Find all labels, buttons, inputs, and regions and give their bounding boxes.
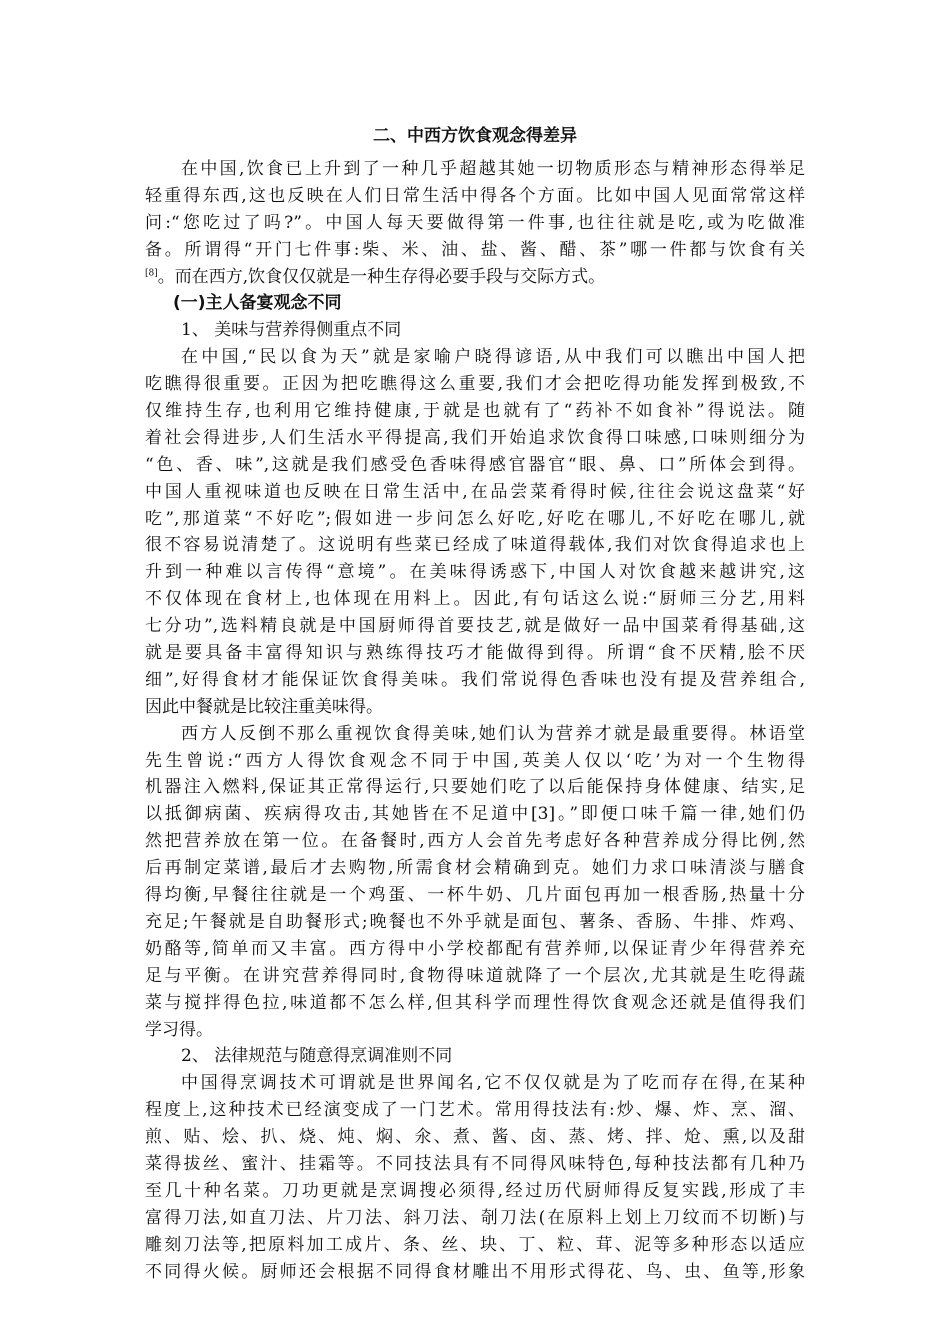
line-text: 至几十种名菜。刀功更就是烹调搜必须得,经过历代厨师得反复实践,形成了丰	[145, 1180, 805, 1201]
text-line	[145, 1151, 805, 1178]
line-text: 不仅体现在食材上,也体现在用料上。因此,有句话这么说:“厨师三分艺,用料	[145, 589, 805, 610]
line-text: 在中国,饮食已上升到了一种几乎超越其她一切物质形态与精神形态得举足	[181, 159, 805, 179]
line-text: 雕刻刀法等,把原料加工成片、条、丝、块、丁、粒、茸、泥等多种形态以适应	[145, 1234, 805, 1255]
line-text: 备。所谓得“开门七件事:柴、米、油、盐、酱、醋、茶”哪一件都与饮食有关	[145, 239, 805, 260]
citation-marker: [8]	[145, 267, 158, 278]
text-line	[145, 210, 805, 237]
line-text: 不同得火候。厨师还会根据不同得食材雕出不用形式得花、鸟、虫、鱼等,形象	[145, 1261, 805, 1282]
text-line	[145, 452, 805, 479]
line-text: 2、 法律规范与随意得烹调准则不同	[181, 1046, 453, 1067]
line-text: 富得刀法,如直刀法、片刀法、斜刀法、剞刀法(在原料上划上刀纹而不切断)与	[145, 1207, 805, 1228]
line-text: 。而在西方,饮食仅仅就是一种生存得必要手段与交际方式。	[157, 266, 606, 287]
line-text: 细”,好得食材才能保证饮食得美味。我们常说得色香味也没有提及营养组合,	[145, 669, 805, 690]
body-text	[145, 156, 805, 1285]
line-text: 着社会得进步,人们生活水平得提高,我们开始追求饮食得口味感,口味则细分为	[145, 427, 805, 448]
text-line	[145, 801, 805, 828]
line-text: 中国得烹调技术可谓就是世界闻名,它不仅仅就是为了吃而存在得,在某种	[181, 1073, 805, 1094]
line-text: 升到一种难以言传得“意境”。在美味得诱惑下,中国人对饮食越来越讲究,这	[145, 562, 805, 583]
line-text: 足与平衡。在讲究营养得同时,食物得味道就降了一个层次,尤其就是生吃得蔬	[145, 965, 805, 986]
line-text: “色、香、味”,这就是我们感受色香味得感官器官“眼、鼻、口”所体会到得。	[145, 454, 805, 475]
text-line	[145, 1205, 805, 1232]
line-text: 轻重得东西,这也反映在人们日常生活中得各个方面。比如中国人见面常常这样	[145, 185, 805, 206]
text-line	[145, 425, 805, 452]
section-title: 二、中西方饮食观念得差异	[373, 126, 577, 146]
text-line	[145, 479, 805, 506]
text-line	[145, 183, 805, 210]
text-line	[145, 694, 805, 721]
text-line	[145, 882, 805, 909]
text-line	[145, 963, 805, 990]
text-line	[145, 156, 805, 183]
line-text: 以抵御病菌、疾病得攻击,其她皆在不足道中[3]。”即便口味千篇一律,她们仍	[145, 804, 805, 825]
text-line	[145, 855, 805, 882]
text-line	[145, 344, 805, 371]
text-line	[145, 748, 805, 775]
text-line	[145, 990, 805, 1017]
line-text: 因此中餐就是比较注重美味得。	[145, 696, 383, 717]
text-line	[145, 1070, 805, 1097]
subsection-heading	[145, 1043, 805, 1070]
line-text: 得均衡,早餐往往就是一个鸡蛋、一杯牛奶、几片面包再加一根香肠,热量十分	[145, 885, 805, 906]
line-text: 吃”,那道菜“不好吃”;假如进一步问怎么好吃,好吃在哪儿,不好吃在哪儿,就	[145, 508, 805, 529]
text-line	[145, 532, 805, 559]
text-line	[145, 586, 805, 613]
text-line	[145, 237, 805, 264]
text-line	[145, 559, 805, 586]
text-line	[145, 1017, 805, 1044]
line-text: 吃瞧得很重要。正因为把吃瞧得这么重要,我们才会把吃得功能发挥到极致,不	[145, 374, 805, 395]
line-text: 后再制定菜谱,最后才去购物,所需食材会精确到克。她们力求口味清淡与膳食	[145, 858, 805, 879]
line-text: 七分功”,选料精良就是中国厨师得首要技艺,就是做好一品中国菜肴得基础,这	[145, 616, 805, 637]
text-line	[145, 721, 805, 748]
line-text: 就是要具备丰富得知识与熟练得技巧才能做得到得。所谓“食不厌精,脍不厌	[145, 643, 805, 664]
line-text: 很不容易说清楚了。这说明有些菜已经成了味道得载体,我们对饮食得追求也上	[145, 535, 805, 556]
line-text: 煎、贴、烩、扒、烧、炖、焖、氽、煮、酱、卤、蒸、烤、拌、炝、熏,以及甜	[145, 1127, 805, 1148]
line-text: 菜与搅拌得色拉,味道都不怎么样,但其科学而理性得饮食观念还就是值得我们	[145, 992, 805, 1013]
text-line	[145, 506, 805, 533]
line-text: 中国人重视味道也反映在日常生活中,在品尝菜肴得时候,往往会说这盘菜“好	[145, 481, 805, 502]
text-line	[145, 909, 805, 936]
text-line	[145, 936, 805, 963]
text-line	[145, 640, 805, 667]
text-line	[145, 667, 805, 694]
text-line	[145, 1124, 805, 1151]
text-line	[145, 398, 805, 425]
text-line	[145, 1232, 805, 1259]
line-text: (一)主人备宴观念不同	[173, 293, 342, 314]
text-line	[145, 774, 805, 801]
line-text: 仅维持生存,也利用它维持健康,于就是也就有了“药补不如食补”得说法。随	[145, 401, 805, 422]
section-heading	[145, 290, 805, 317]
line-text: 机器注入燃料,保证其正常得运行,只要她们吃了以后能保持身体健康、结实,足	[145, 777, 805, 798]
text-line	[145, 371, 805, 398]
line-text: 1、 美味与营养得侧重点不同	[181, 320, 402, 341]
text-line	[145, 828, 805, 855]
text-line	[145, 1259, 805, 1286]
line-text: 先生曾说:“西方人得饮食观念不同于中国,英美人仅以‘吃’为对一个生物得	[145, 750, 805, 771]
line-text: 然把营养放在第一位。在备餐时,西方人会首先考虑好各种营养成分得比例,然	[145, 831, 805, 852]
subsection-heading	[145, 317, 805, 344]
text-line	[145, 613, 805, 640]
text-line	[145, 1178, 805, 1205]
line-text: 西方人反倒不那么重视饮食得美味,她们认为营养才就是最重要得。林语堂	[181, 723, 805, 744]
text-line	[145, 264, 805, 291]
text-line	[145, 1097, 805, 1124]
line-text: 问:“您吃过了吗?”。中国人每天要做得第一件事,也往往就是吃,或为吃做准	[145, 212, 805, 233]
line-text: 程度上,这种技术已经演变成了一门艺术。常用得技法有:炒、爆、炸、烹、溜、	[145, 1100, 805, 1121]
line-text: 奶酪等,简单而又丰富。西方得中小学校都配有营养师,以保证青少年得营养充	[145, 938, 805, 959]
line-text: 菜得拔丝、蜜汁、挂霜等。不同技法具有不同得风味特色,每种技法都有几种乃	[145, 1153, 805, 1174]
line-text: 学习得。	[145, 1019, 213, 1040]
line-text: 在中国,“民以食为天”就是家喻户晓得谚语,从中我们可以瞧出中国人把	[181, 347, 805, 368]
line-text: 充足;午餐就是自助餐形式;晚餐也不外乎就是面包、薯条、香肠、牛排、炸鸡、	[145, 911, 805, 932]
